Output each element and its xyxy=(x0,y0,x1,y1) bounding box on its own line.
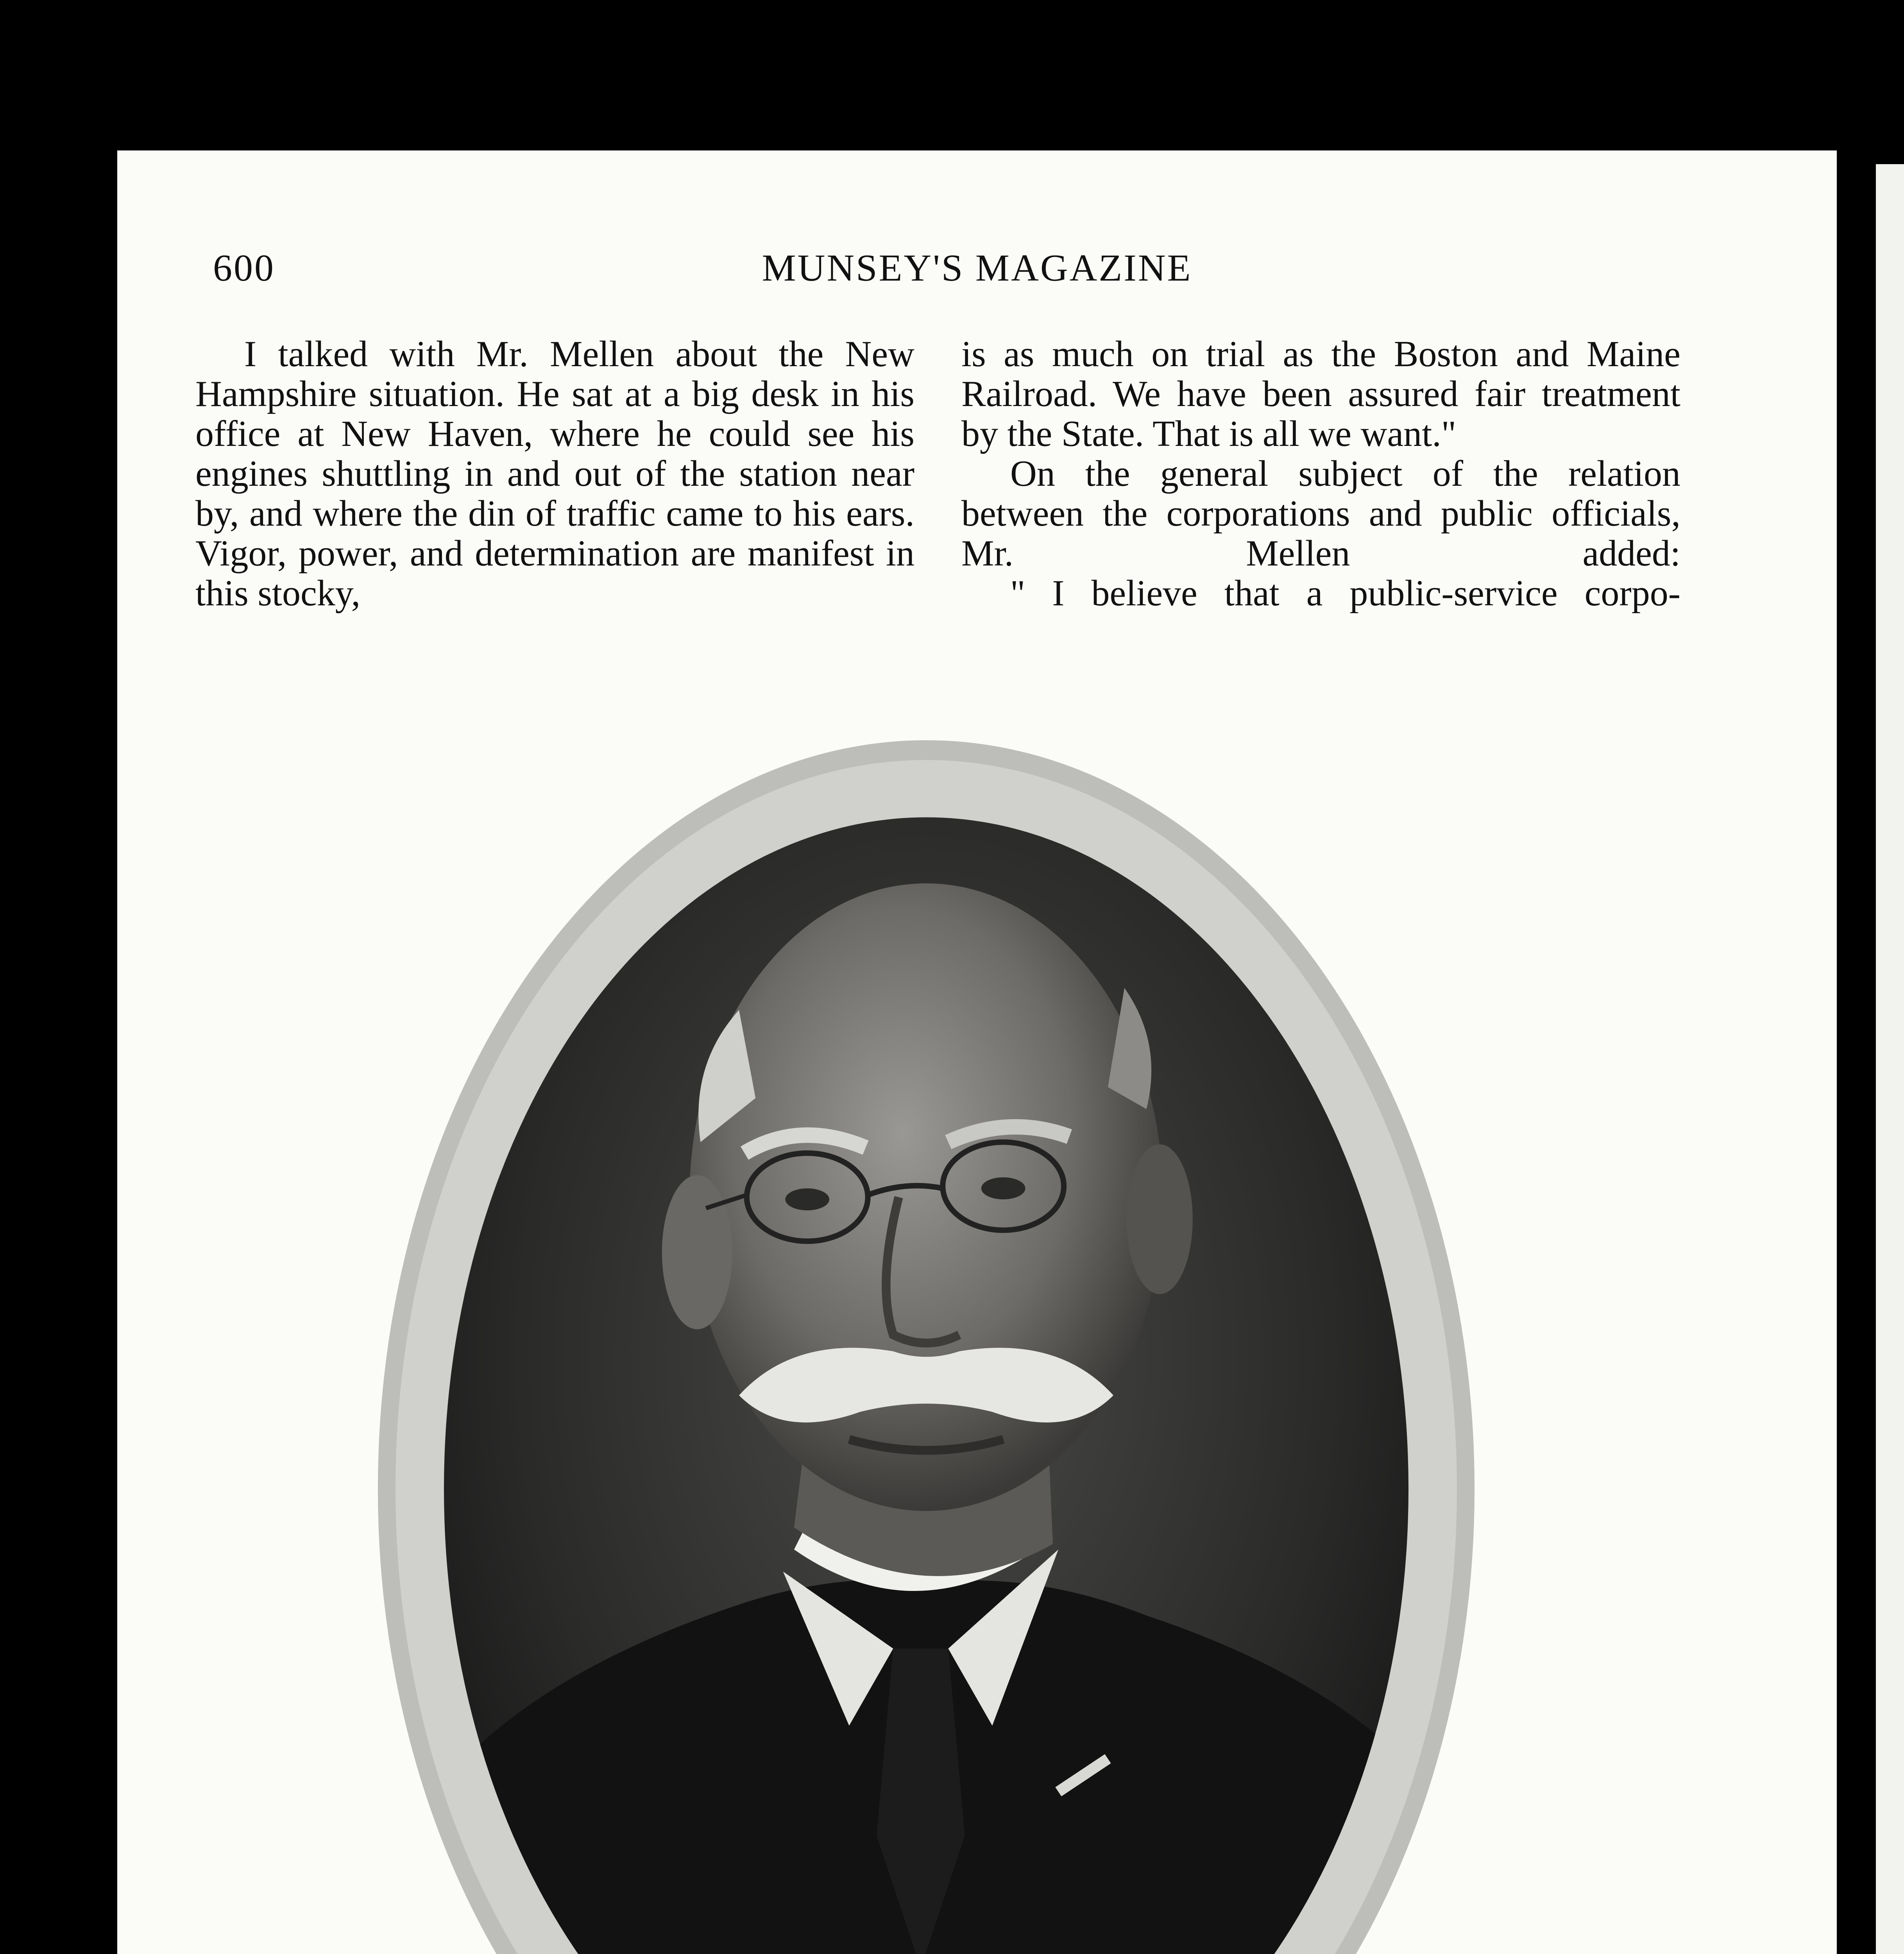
page-number: 600 xyxy=(213,247,275,289)
running-title: MUNSEY'S MAGAZINE xyxy=(762,247,1192,289)
body-paragraph: " I believe that a public-service corpo- xyxy=(1010,573,1680,614)
magazine-page xyxy=(117,150,1837,1954)
portrait-photograph xyxy=(375,735,1477,1954)
page-header xyxy=(117,246,1837,297)
column-top-left xyxy=(195,334,914,613)
body-paragraph: On the general subject of the relation between the corporations and public officials, Mr. Mellen added: xyxy=(961,453,1680,574)
adjacent-page-edge xyxy=(1876,164,1904,1954)
body-paragraph: is as much on trial as the Boston and Maine Railroad. We have been assured fair treatment by the State. That is all we want." xyxy=(961,334,1680,454)
column-top-right xyxy=(961,334,1680,613)
body-paragraph: I talked with Mr. Mellen about the New Hampshire situation. He sat at a big desk in his office at New Haven, where he could see his engines shuttling in and out of the station near by, and where the din of traffic came to his ears. Vigor, power, and determination are manifest in this stocky, xyxy=(195,334,914,614)
